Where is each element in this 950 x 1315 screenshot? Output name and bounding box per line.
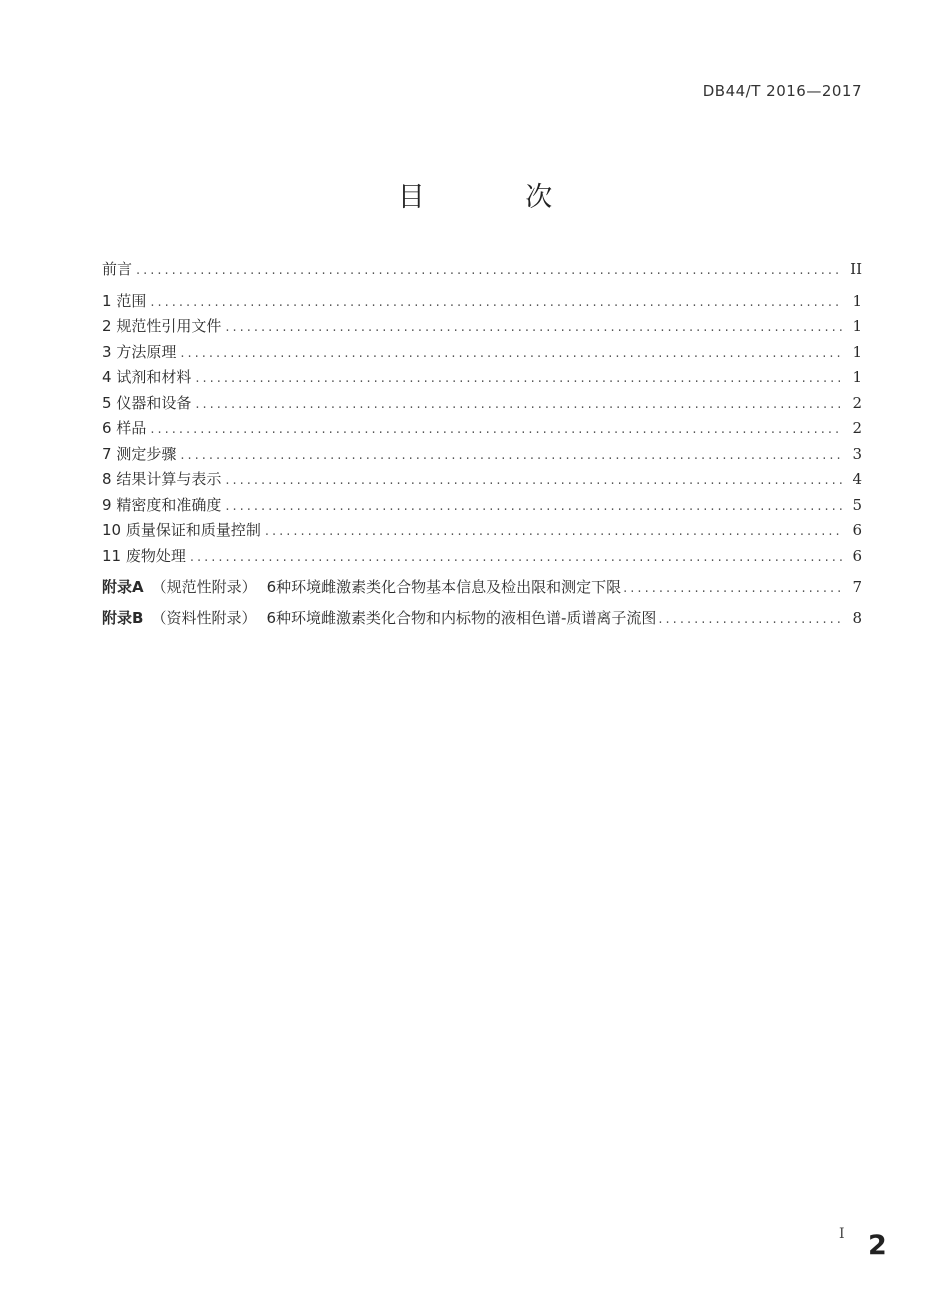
toc-entry-number: 8 [102,470,112,488]
toc-entry-preface[interactable] [102,258,862,284]
toc-leader-dots [180,448,842,463]
toc-entry-section[interactable] [102,417,862,443]
toc-entry-page: 2 [852,419,862,437]
toc-entry-page: 5 [852,495,862,514]
toc-leader-dots [623,581,842,596]
toc-entry-section[interactable] [102,341,862,367]
toc-entry-page: II [850,260,862,278]
table-of-contents [102,258,862,638]
toc-entry-page: 6 [852,546,862,565]
toc-entry-section[interactable] [102,315,862,341]
toc-entry-section[interactable] [102,443,862,469]
toc-entry-section[interactable] [102,494,862,520]
page-stamp-number: 2 [868,1230,887,1261]
toc-entry-number: 5 [102,393,112,412]
toc-entry-section[interactable] [102,366,862,392]
toc-entry-number: 11 [102,546,122,565]
toc-entry-number: 1 [102,291,112,310]
toc-entry-number: 3 [102,342,112,361]
standard-code: DB44/T 2016—2017 [702,82,862,100]
toc-entry-page: 1 [852,291,862,310]
toc-entry-page: 1 [852,317,862,335]
toc-entry-label: 6种环境雌激素类化合物基本信息及检出限和测定下限 [266,578,622,596]
appendix-key: 附录A [102,578,144,596]
appendix-type: （资料性附录） [151,609,257,627]
toc-entry-label: 精密度和准确度 [116,495,222,514]
toc-leader-dots [658,612,842,627]
toc-entry-label: 质量保证和质量控制 [125,521,261,539]
toc-entry-section[interactable] [102,545,862,571]
toc-entry-appendix-b[interactable] [102,607,862,638]
toc-entry-label: 仪器和设备 [116,393,192,412]
toc-entry-label: 6种环境雌激素类化合物和内标物的液相色谱-质谱离子流图 [266,609,657,627]
toc-leader-dots [180,346,842,361]
toc-entry-page: 1 [852,368,862,386]
toc-entry-page: 4 [852,470,862,488]
page-title: 目 次 [397,182,599,213]
toc-entry-number: 9 [102,495,112,514]
toc-entry-page: 3 [852,444,862,463]
toc-entry-number: 6 [102,419,112,437]
toc-leader-dots [265,524,842,539]
toc-entry-label: 试剂和材料 [116,368,192,386]
toc-entry-number: 7 [102,444,112,463]
toc-entry-section[interactable] [102,290,862,316]
toc-leader-dots [150,422,842,437]
toc-entry-label: 前言 [102,260,133,278]
toc-entry-number: 2 [102,317,112,335]
toc-entry-number: 4 [102,368,112,386]
toc-entry-page: 2 [852,393,862,412]
toc-entry-page: 8 [852,609,862,627]
toc-entry-appendix-a[interactable] [102,576,862,607]
toc-entry-page: 7 [852,578,862,596]
toc-entry-label: 范围 [116,291,147,310]
toc-leader-dots [195,397,842,412]
toc-leader-dots [190,550,842,565]
toc-leader-dots [225,473,842,488]
toc-entry-label: 测定步骤 [116,444,177,463]
toc-entry-label: 废物处理 [125,546,186,565]
toc-leader-dots [136,263,842,278]
toc-entry-section[interactable] [102,392,862,418]
toc-entry-label: 规范性引用文件 [116,317,222,335]
toc-entry-label: 样品 [116,419,147,437]
page-number-roman: I [839,1226,845,1242]
toc-appendix-group [102,576,862,638]
toc-leader-dots [150,295,842,310]
appendix-key: 附录B [102,609,144,627]
toc-entry-section[interactable] [102,468,862,494]
toc-entry-section[interactable] [102,519,862,545]
toc-entry-number: 10 [102,521,122,539]
toc-entry-label: 结果计算与表示 [116,470,222,488]
toc-entry-label: 方法原理 [116,342,177,361]
appendix-type: （规范性附录） [151,578,257,596]
toc-entry-page: 6 [852,521,862,539]
toc-leader-dots [195,371,842,386]
toc-leader-dots [225,499,842,514]
toc-entry-page: 1 [852,342,862,361]
toc-leader-dots [225,320,842,335]
